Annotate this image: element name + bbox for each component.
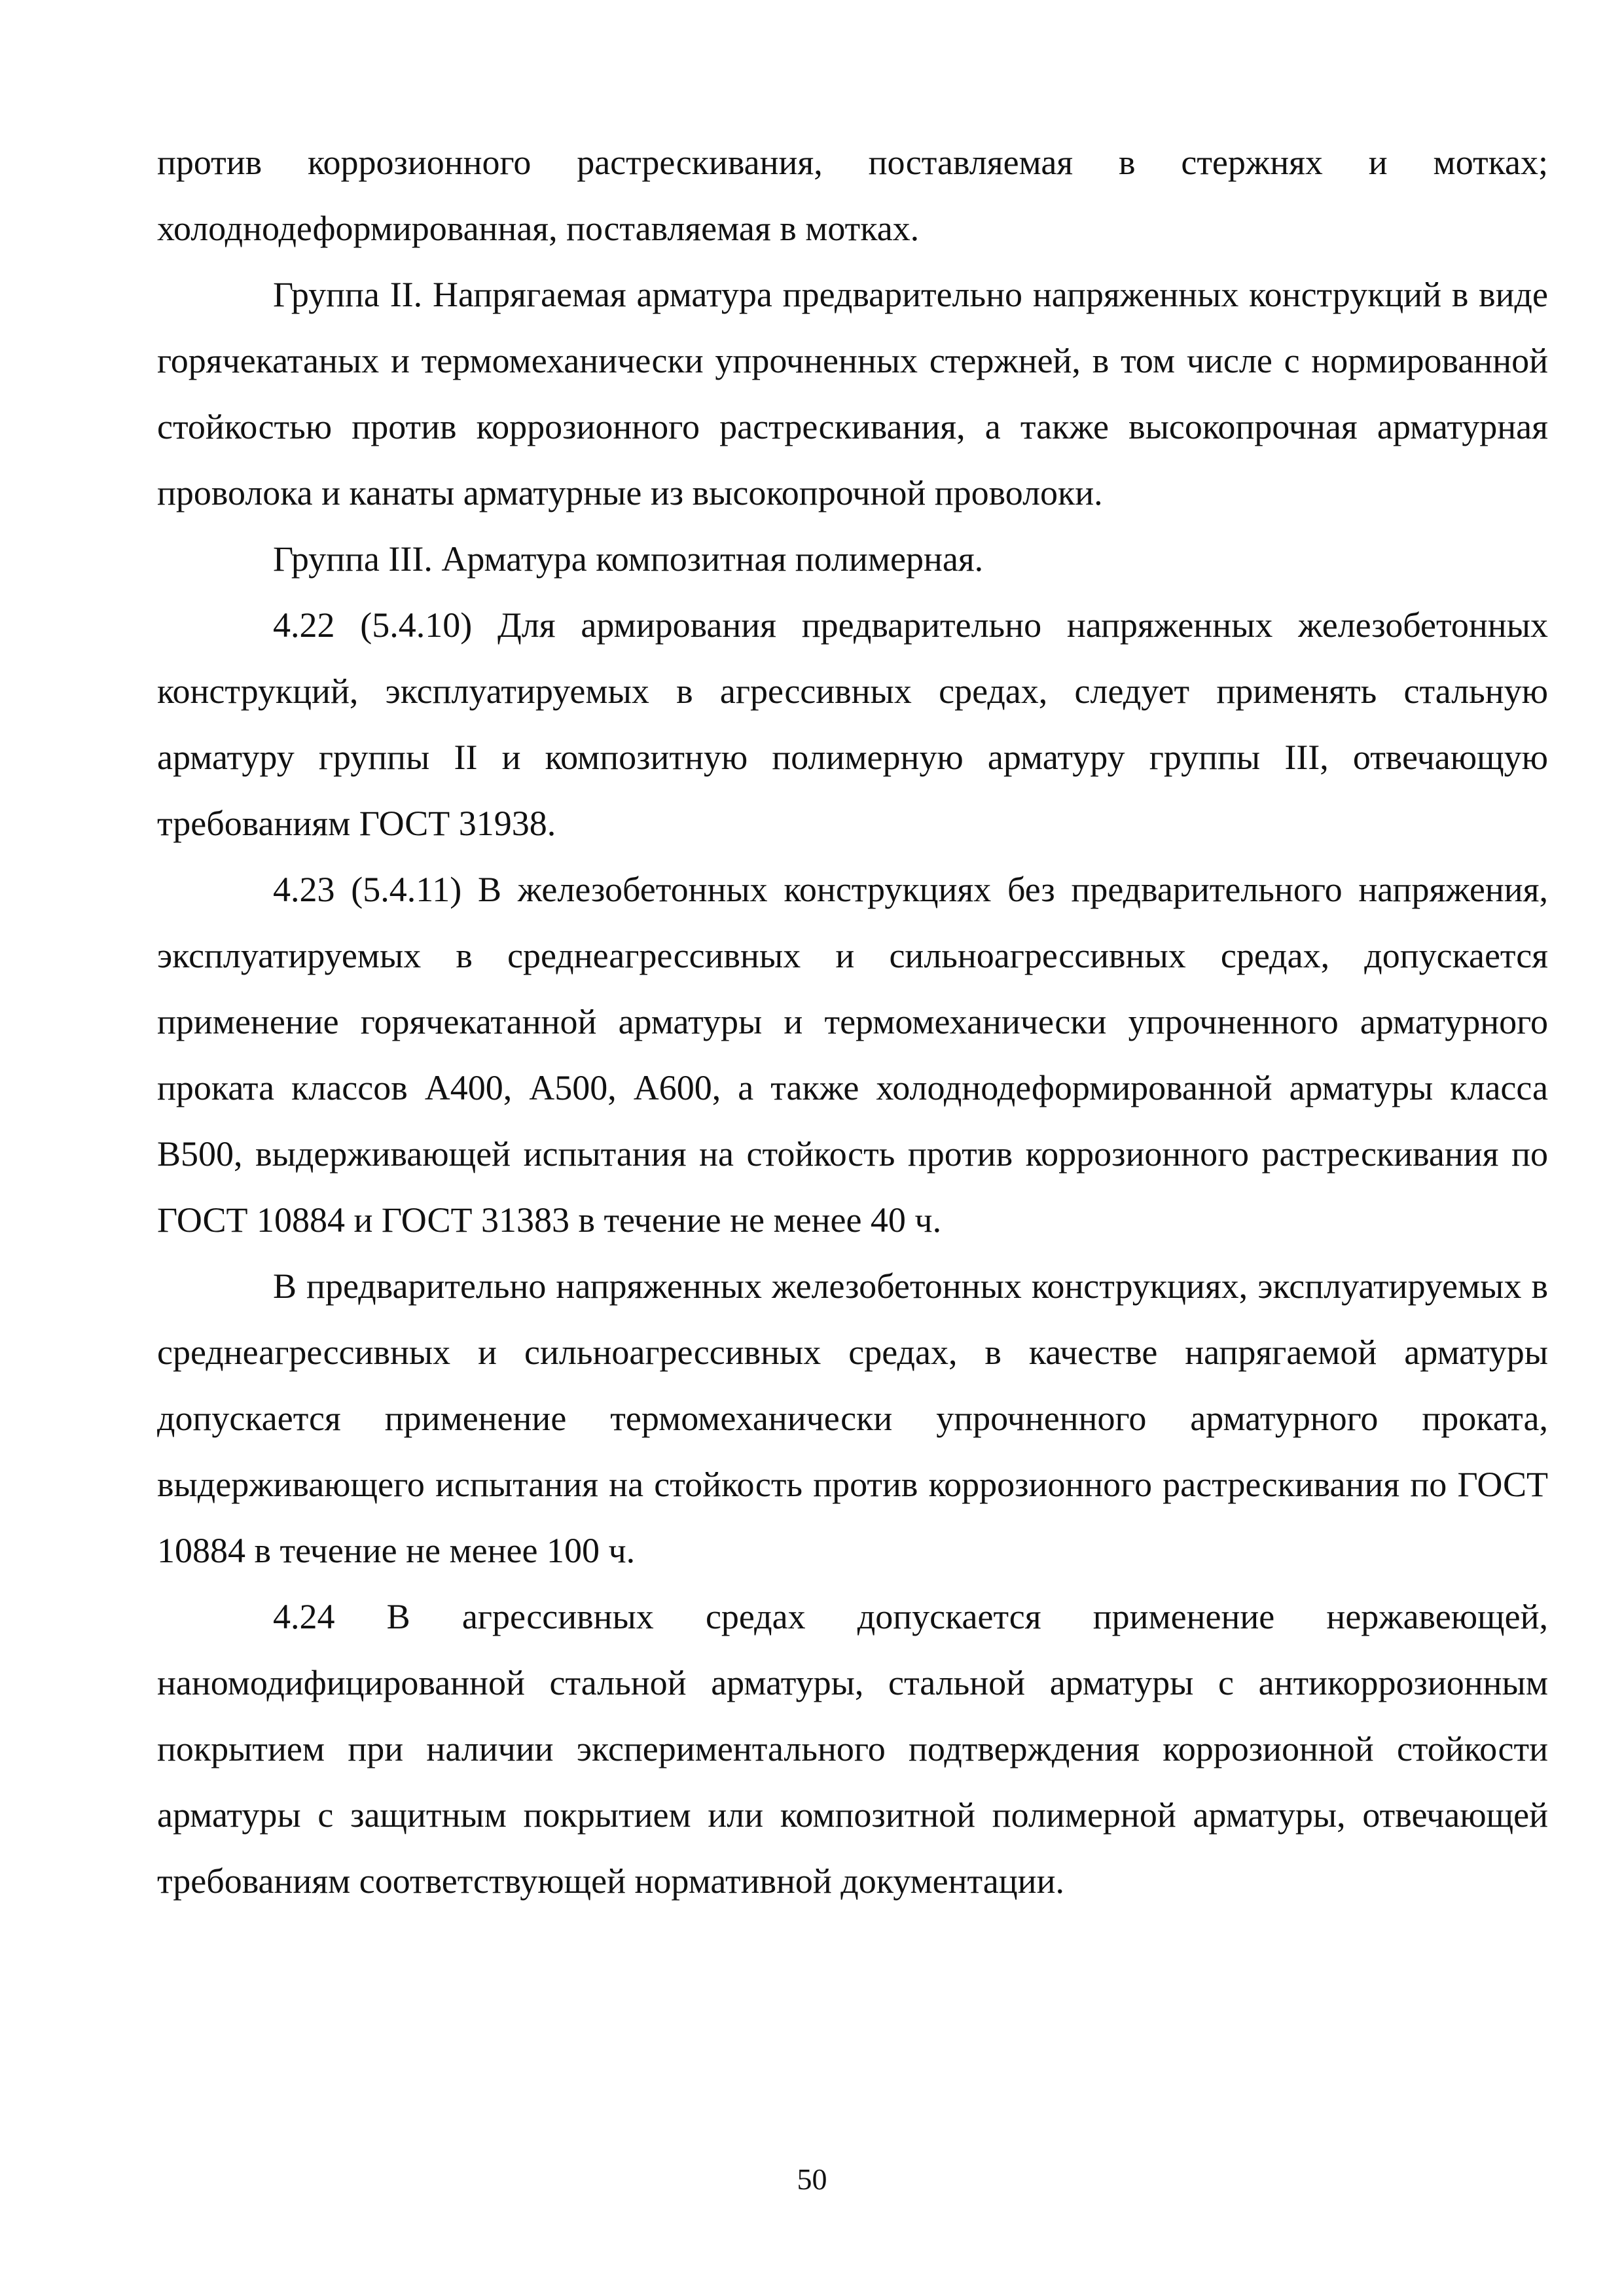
- paragraph-4-23: 4.23 (5.4.11) В железобетонных конструкциях без предварительного напряжения, эксплуатируемых в среднеагрессивных и сильноагрессивных средах, допускается применение горячекатанной арматуры и термомеханически упрочненного арматурного проката классов А400, А500, А600, а также холоднодеформированной арматуры класса В500, выдерживающей испытания на стойкость против коррозионного растрескивания по ГОСТ 10884 и ГОСТ 31383 в течение не менее 40 ч.: [157, 870, 1548, 1240]
- paragraph-group-3: Группа III. Арматура композитная полимерная.: [273, 539, 984, 579]
- page-number: 50: [797, 2162, 827, 2196]
- paragraph-continuation: против коррозионного растрескивания, поставляемая в стержнях и мотках; холоднодеформированная, поставляемая в мотках.: [157, 143, 1548, 248]
- document-body: [157, 130, 1548, 1914]
- paragraph-4-22: 4.22 (5.4.10) Для армирования предварительно напряженных железобетонных конструкций, эксплуатируемых в агрессивных средах, следует применять стальную арматуру группы II и композитную полимерную арматуру группы III, отвечающую требованиям ГОСТ 31938.: [157, 605, 1548, 843]
- paragraph-prestressed: В предварительно напряженных железобетонных конструкциях, эксплуатируемых в среднеагрессивных и сильноагрессивных средах, в качестве напрягаемой арматуры допускается применение термомеханически упрочненного арматурного проката, выдерживающего испытания на стойкость против коррозионного растрескивания по ГОСТ 10884 в течение не менее 100 ч.: [157, 1266, 1548, 1570]
- paragraph-group-2: Группа II. Напрягаемая арматура предварительно напряженных конструкций в виде горячекатаных и термомеханически упрочненных стержней, в том числе с нормированной стойкостью против коррозионного растрескивания, а также высокопрочная арматурная проволока и канаты арматурные из высокопрочной проволоки.: [157, 275, 1548, 512]
- paragraph-4-24: 4.24 В агрессивных средах допускается применение нержавеющей, наномодифицированной стальной арматуры, стальной арматуры с антикоррозионным покрытием при наличии экспериментального подтверждения коррозионной стойкости арматуры с защитным покрытием или композитной полимерной арматуры, отвечающей требованиям соответствующей нормативной документации.: [157, 1597, 1548, 1901]
